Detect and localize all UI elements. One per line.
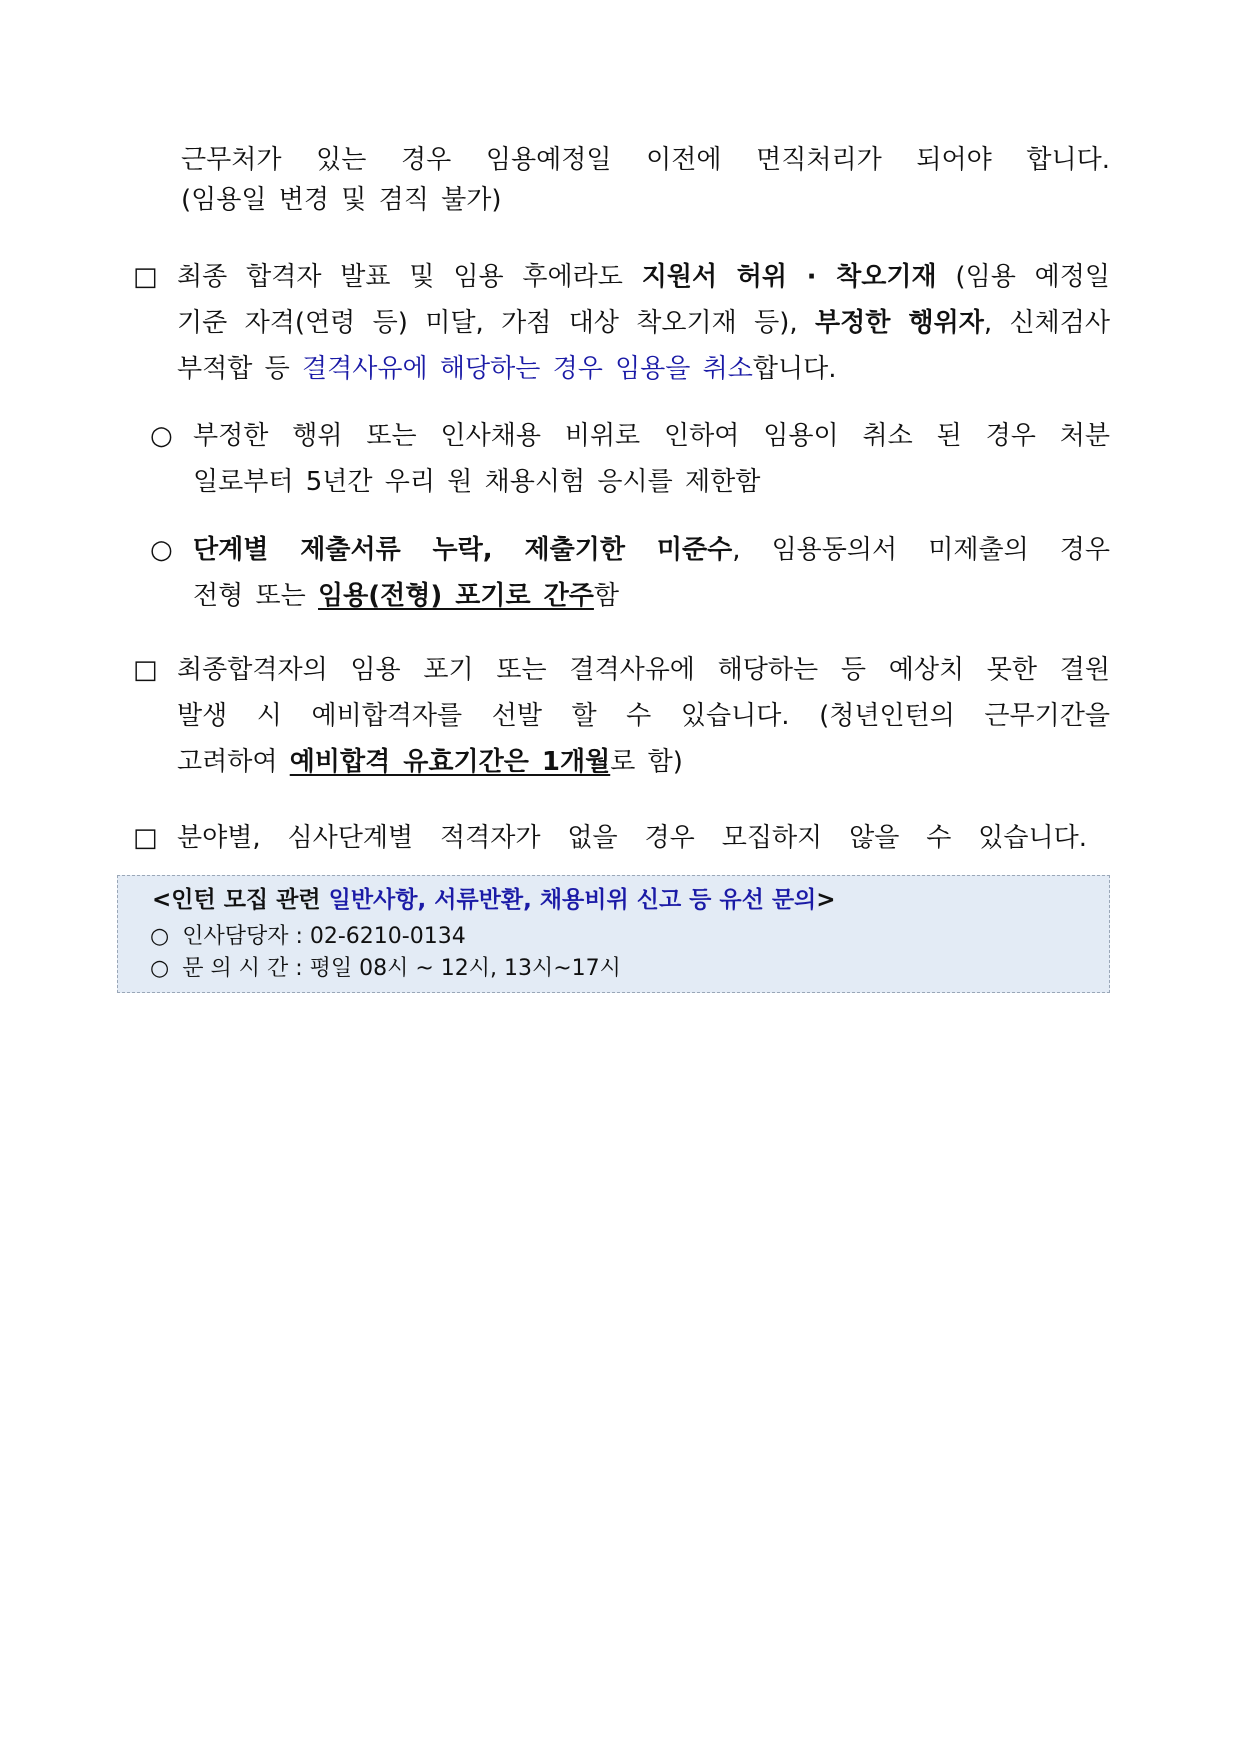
item-disqualification [177,254,1110,392]
contact-row-phone: ○ 인사담당자 : 02-6210-0134 [150,924,466,949]
cancellation-notice: 결격사유에 해당하는 경우 임용을 취소 [302,354,753,384]
item2-line-2: 일로부터 5년간 우리 원 채용시험 응시를 제한함 [193,467,761,497]
item1-line-2: 기준 자격(연령 등) 미달, 가점 대상 착오기재 등), 부정한 행위자, 신체검사 [177,308,1110,338]
item-document-missing [193,527,1110,619]
continuation-line-2: (임용일 변경 및 겸직 불가) [181,185,502,215]
item4-line-2: 발생 시 예비합격자를 선발 할 수 있습니다. (청년인턴의 근무기간을 [177,701,1110,731]
item3-line-1: 단계별 제출서류 누락, 제출기한 미준수, 임용동의서 미제출의 경우 [193,535,1110,565]
item4-line-3: 고려하여 예비합격 유효기간은 1개월로 함) [177,747,683,777]
abandonment-notice: 임용(전형) 포기로 간주 [318,581,594,611]
item-reserve-candidates [177,647,1110,785]
contact-info-box [117,875,1110,993]
checkbox-marker: □ [133,655,158,685]
item3-line-2: 전형 또는 임용(전형) 포기로 간주함 [193,581,620,611]
contact-row-hours: ○ 문 의 시 간 : 평일 08시 ~ 12시, 13시~17시 [150,956,621,981]
item1-line-3: 부적합 등 결격사유에 해당하는 경우 임용을 취소합니다. [177,354,837,384]
contact-label: 인사담당자 [182,924,289,949]
reserve-validity: 예비합격 유효기간은 1개월 [289,747,611,777]
item-restriction [193,413,1110,505]
item4-line-1: 최종합격자의 임용 포기 또는 결격사유에 해당하는 등 예상치 못한 결원 [177,655,1110,685]
misconduct-person: 부정한 행위자 [815,308,984,338]
item5-line-1: 분야별, 심사단계별 적격자가 없을 경우 모집하지 않을 수 있습니다. [177,823,1087,853]
checkbox-marker: □ [133,823,158,853]
contact-label: 문 의 시 간 [182,956,289,981]
contact-title: <인턴 모집 관련 일반사항, 서류반환, 채용비위 신고 등 유선 문의> [152,887,836,913]
circle-marker: ○ [150,535,173,565]
section-continuation [181,137,1110,223]
checkbox-marker: □ [133,262,158,292]
circle-marker: ○ [150,421,173,451]
circle-marker: ○ [150,956,170,981]
item1-line-1: 최종 합격자 발표 및 임용 후에라도 지원서 허위 · 착오기재 (임용 예정일 [177,262,1111,292]
falsified-application: 지원서 허위 · 착오기재 [641,262,937,292]
phone-number: 02-6210-0134 [309,924,466,949]
item2-line-1: 부정한 행위 또는 인사채용 비위로 인하여 임용이 취소 된 경우 처분 [193,421,1110,451]
item-no-qualified [177,815,1087,861]
office-hours: 평일 08시 ~ 12시, 13시~17시 [309,956,621,981]
continuation-line-1: 근무처가 있는 경우 임용예정일 이전에 면직처리가 되어야 합니다. [181,145,1110,175]
circle-marker: ○ [150,924,170,949]
